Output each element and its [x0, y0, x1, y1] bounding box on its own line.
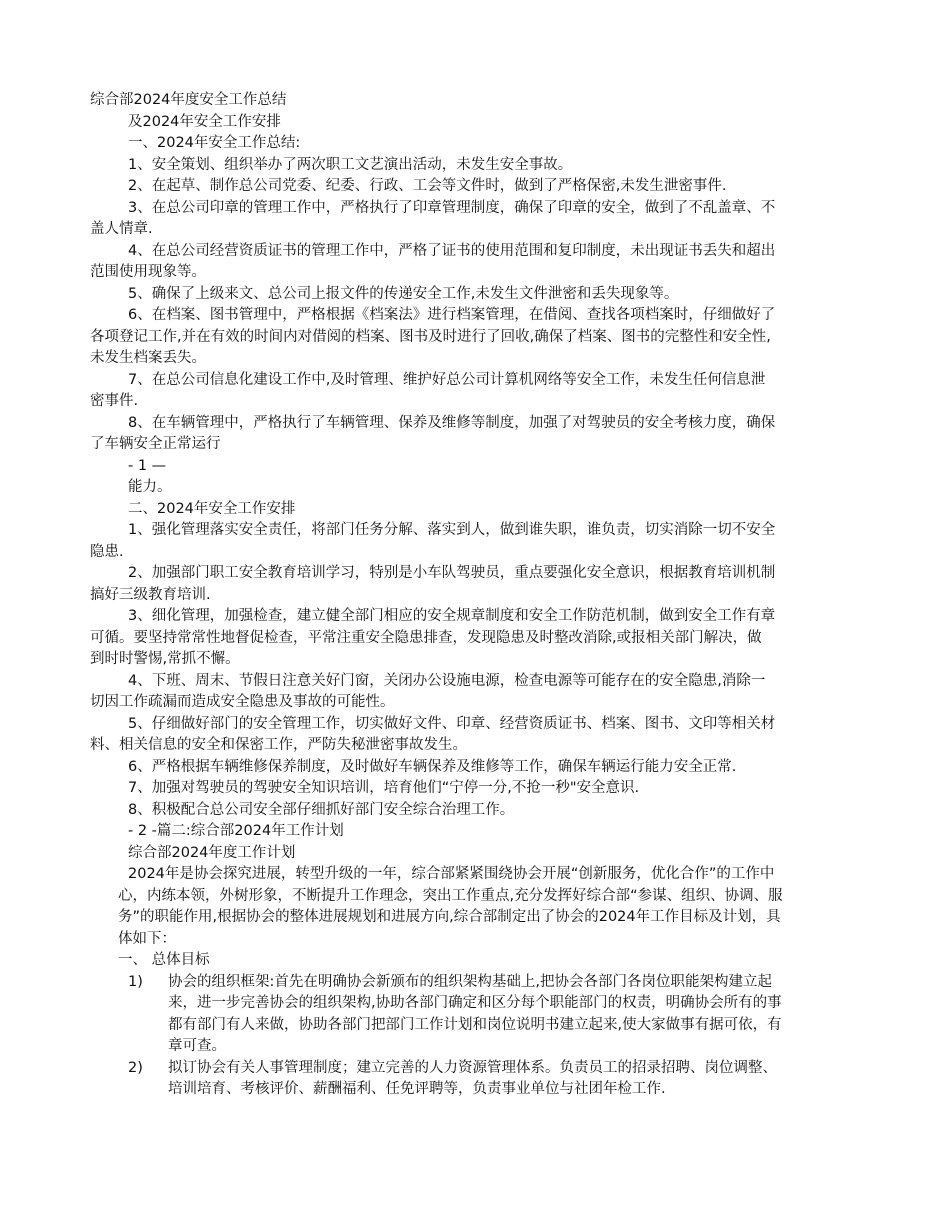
paragraph-line: 各项登记工作,并在有效的时间内对借阅的档案、图书及时进行了回收,确保了档案、图书的完整性和安全性,	[90, 328, 771, 345]
paragraph-line: 未发生档案丢失。	[90, 350, 206, 366]
paragraph-line: 务”的职能作用,根据协会的整体进展规划和进展方向,综合部制定出了协会的2024年工作目标及计划，具	[118, 909, 781, 925]
paragraph-line: 1、安全策划、组织举办了两次职工文艺演出活动，未发生安全事故。	[128, 156, 573, 173]
list-item-line: 都有部门有人来做，协助各部门把部门工作计划和岗位说明书建立起来,使大家做事有据可依，有	[168, 1016, 782, 1033]
paragraph-line: 3、在总公司印章的管理工作中，严格执行了印章管理制度，确保了印章的安全，做到了不乱盖章、不	[128, 199, 776, 216]
paragraph-line: 1、强化管理落实安全责任，将部门任务分解、落实到人，做到谁失职，谁负责，切实消除一切不安全	[128, 522, 776, 538]
paragraph-line: 密事件.	[90, 393, 139, 409]
paragraph-line: 5、确保了上级来文、总公司上报文件的传递安全工作,未发生文件泄密和丢失现象等。	[128, 285, 679, 302]
paragraph-line: 4、下班、周末、节假日注意关好门窗，关闭办公设施电源，检查电源等可能存在的安全隐患,消除一	[128, 672, 766, 689]
list-item	[90, 1058, 860, 1101]
paragraph-line: 范围使用现象等。	[90, 264, 206, 280]
paragraph-line: 5、仔细做好部门的安全管理工作，切实做好文件、印章、经营资质证书、档案、图书、文印等相关材	[128, 715, 776, 732]
paragraph-line: 切因工作疏漏而造成安全隐患及事故的可能性。	[90, 694, 395, 710]
paragraph-line: 可循。要坚持常常性地督促检查，平常注重安全隐患排查，发现隐患及时整改消除,或报相关部门解决，做	[90, 629, 762, 646]
section-heading: 二、2024年安全工作安排	[128, 500, 296, 517]
doc-subtitle: 及2024年安全工作安排	[128, 113, 281, 130]
doc-title: 综合部2024年度安全工作总结	[90, 92, 287, 108]
paragraph-line: 盖人情章.	[90, 221, 153, 237]
paragraph-line: 4、在总公司经营资质证书的管理工作中，严格了证书的使用范围和复印制度，未出现证书丢失和超出	[128, 242, 776, 259]
plan-title: 综合部2024年度工作计划	[128, 844, 296, 861]
page-number: - 1 —	[128, 457, 167, 474]
paragraph-line: 6、严格根据车辆维修保养制度，及时做好车辆保养及维修等工作，确保车辆运行能力安全正常.	[128, 758, 737, 775]
paragraph-line: 搞好三级教育培训.	[90, 586, 211, 603]
paragraph-line: 了车辆安全正常运行	[90, 436, 221, 452]
paragraph-line: 2024年是协会探究进展，转型升级的一年，综合部紧紧围绕协会开展“创新服务，优化合作”的工作中	[128, 866, 775, 882]
list-item-number: 1)	[128, 973, 143, 990]
paragraph-line: 7、在总公司信息化建设工作中,及时管理、维护好总公司计算机网络等安全工作，未发生任何信息泄	[128, 371, 766, 388]
paragraph-line: 料、相关信息的安全和保密工作，严防失秘泄密事故发生。	[90, 737, 467, 753]
paragraph-line: 到时时警惕,常抓不懈。	[90, 651, 240, 667]
paragraph-line: 隐患.	[90, 543, 124, 560]
paragraph-line: 体如下：	[118, 930, 176, 947]
page-number: - 2 -篇二:综合部2024年工作计划	[128, 823, 344, 839]
list-item-line: 培训培育、考核评价、薪酬福利、任免评聘等，负责事业单位与社团年检工作.	[168, 1081, 666, 1097]
paragraph-line: 6、在档案、图书管理中，严格根据《档案法》进行档案管理，在借阅、查找各项档案时，仔细做好了	[128, 307, 776, 323]
paragraph-line: 3、细化管理，加强检查，建立健全部门相应的安全规章制度和安全工作防范机制，做到安全工作有章	[128, 608, 776, 624]
paragraph-line: 7、加强对驾驶员的驾驶安全知识培训，培育他们“宁停一分,不抢一秒"安全意识.	[128, 780, 640, 796]
section-heading: 一、2024年安全工作总结:	[128, 135, 301, 151]
list-item-line: 协会的组织框架:首先在明确协会新颁布的组织架构基础上,把协会各部门各岗位职能架构建立起	[168, 973, 772, 990]
paragraph-line: 2、在起草、制作总公司党委、纪委、行政、工会等文件时，做到了严格保密,未发生泄密事件.	[128, 178, 727, 194]
paragraph-line: 8、积极配合总公司安全部仔细抓好部门安全综合治理工作。	[128, 801, 515, 818]
list-item-line: 来，进一步完善协会的组织架构,协助各部门确定和区分每个职能部门的权责，明确协会所有的事	[168, 995, 782, 1011]
section-heading: 一、 总体目标	[118, 952, 210, 968]
paragraph-line: 心，内练本领，外树形象，不断提升工作理念，突出工作重点,充分发挥好综合部“参谋、组织、协调、服	[118, 887, 783, 904]
paragraph-line: 2、加强部门职工安全教育培训学习，特别是小车队驾驶员，重点要强化安全意识，根据教育培训机制	[128, 565, 776, 581]
list-item-number: 2)	[128, 1059, 143, 1076]
document-body	[90, 90, 860, 1101]
list-item-line: 拟订协会有关人事管理制度；建立完善的人力资源管理体系。负责员工的招录招聘、岗位调整、	[168, 1059, 777, 1076]
paragraph-line: 能力。	[128, 479, 172, 495]
list-item-line: 章可查。	[168, 1038, 226, 1054]
list-item	[90, 972, 860, 1058]
paragraph-line: 8、在车辆管理中，严格执行了车辆管理、保养及维修等制度，加强了对驾驶员的安全考核力度，确保	[128, 414, 776, 431]
